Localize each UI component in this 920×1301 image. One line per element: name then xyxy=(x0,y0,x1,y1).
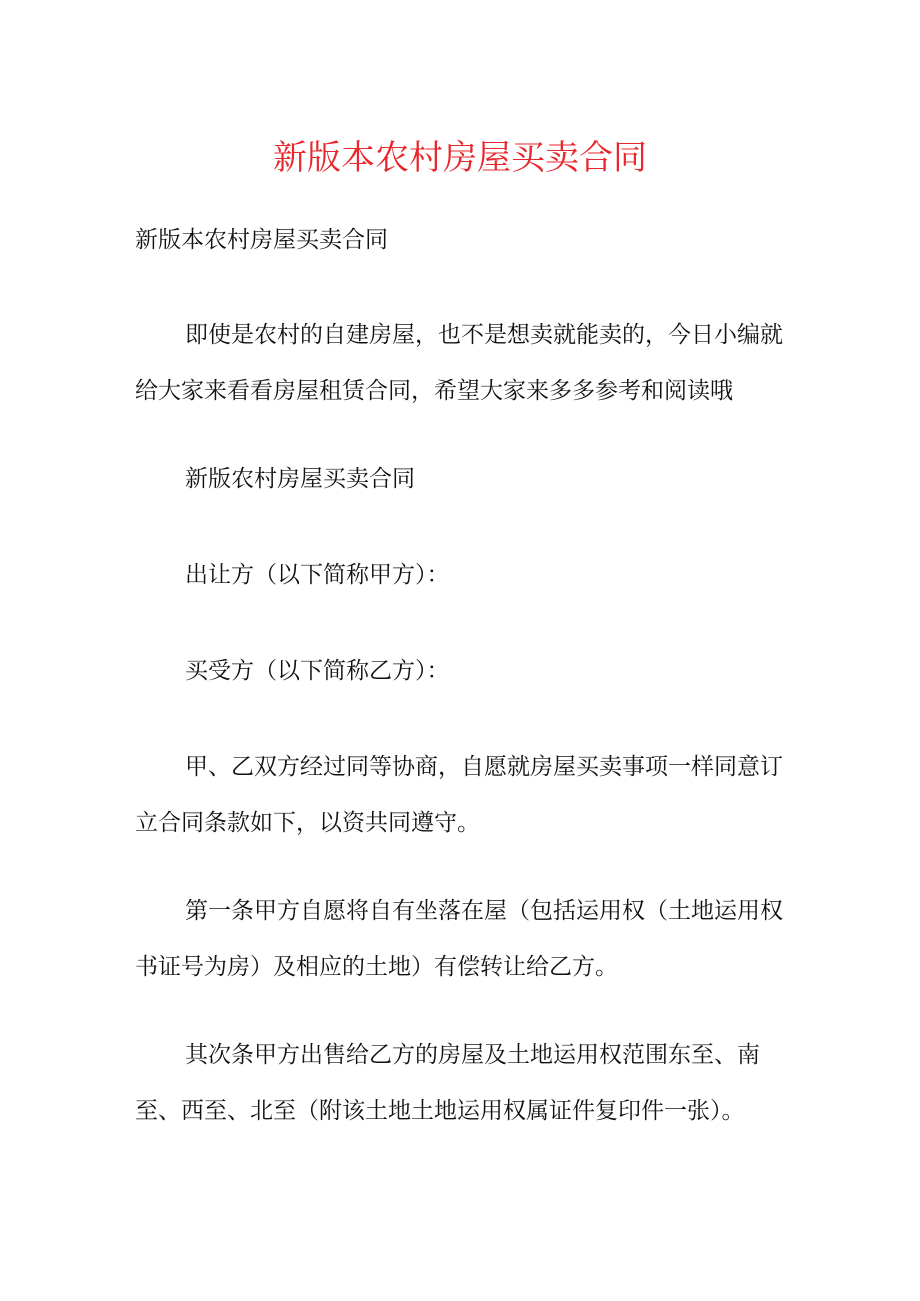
paragraph-party-b: 买受方（以下简称乙方）： xyxy=(185,658,450,684)
document-title: 新版本农村房屋买卖合同 xyxy=(273,138,647,178)
paragraph-subtitle: 新版本农村房屋买卖合同 xyxy=(135,227,388,253)
paragraph-intro: 即使是农村的自建房屋，也不是想卖就能卖的，今日小编就给大家来看看房屋租赁合同，希望大家来多多参考和阅读哦 xyxy=(135,322,783,404)
paragraph-party-a: 出让方（以下简称甲方）： xyxy=(185,562,450,588)
paragraph-contract-name: 新版农村房屋买卖合同 xyxy=(185,466,415,492)
paragraph-article-2: 其次条甲方出售给乙方的房屋及土地运用权范围东至、南至、西至、北至（附该土地土地运用权属证件复印件一张）。 xyxy=(135,1042,760,1124)
paragraph-agreement: 甲、乙双方经过同等协商，自愿就房屋买卖事项一样同意订立合同条款如下，以资共同遵守。 xyxy=(135,754,783,836)
paragraph-article-1: 第一条甲方自愿将自有坐落在屋（包括运用权（土地运用权书证号为房）及相应的土地）有偿转让给乙方。 xyxy=(135,898,783,980)
